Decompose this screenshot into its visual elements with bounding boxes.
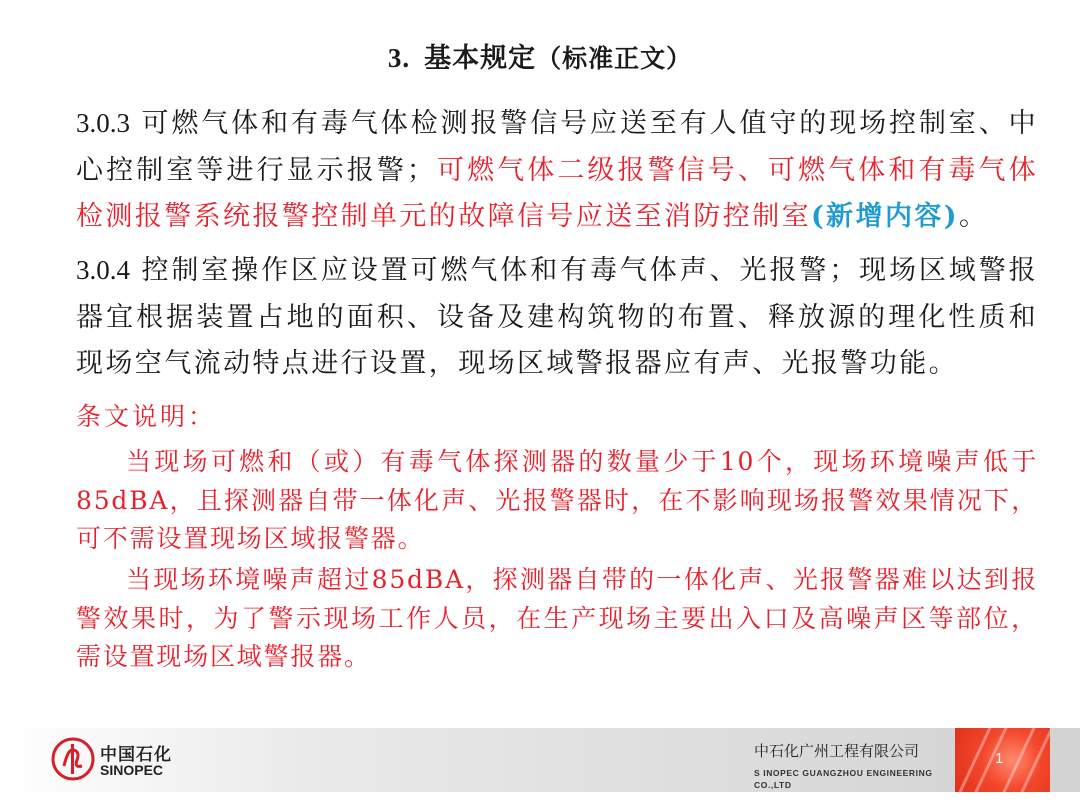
clause-text: 可燃气体和有毒气体检测报警信号应送至有人值守的现场控制室、中心控制室等进行显示报警； [76, 108, 1038, 186]
note-heading: 条文说明： [76, 402, 217, 431]
logo-text-en: SINOPEC [100, 762, 164, 778]
clause-3-0-4 [76, 247, 1038, 388]
new-content-tag: (新增内容) [811, 201, 959, 232]
clause-3-0-3 [76, 100, 1038, 241]
page-number-box [955, 728, 1050, 792]
clause-number: 3.0.3 [76, 108, 130, 138]
sinopec-logo-icon [50, 736, 96, 782]
page-number: 1 [995, 750, 1004, 767]
slide-title [0, 36, 1080, 75]
section-title: 基本规定 [424, 43, 537, 74]
clause-number: 3.0.4 [76, 255, 130, 285]
note-paragraph-2: 当现场环境噪声超过85dBA，探测器自带的一体化声、光报警器难以达到报警效果时，为了警示现场工作人员，在生产现场主要出入口及高噪声区等部位，需设置现场区域警报器。 [76, 565, 1038, 671]
clause-text: 控制室操作区应设置可燃气体和有毒气体声、光报警；现场区域警报器宜根据装置占地的面积、设备及建构筑物的布置、释放源的理化性质和现场空气流动特点进行设置，现场区域警报器应有声、光报警功能。 [76, 255, 1038, 379]
note-paragraph-1: 当现场可燃和（或）有毒气体探测器的数量少于10个，现场环境噪声低于85dBA，且探测器自带一体化声、光报警器时，在不影响现场报警效果情况下，可不需设置现场区域报警器。 [76, 447, 1038, 553]
logo-text-cn: 中国石化 [100, 745, 172, 765]
company-name-cn: 中石化广州工程有限公司 [754, 742, 920, 760]
company-name-en: S INOPEC GUANGZHOU ENGINEERING CO.,LTD [754, 768, 933, 790]
section-title-note: （标准正文） [536, 44, 693, 73]
clause-end: 。 [958, 201, 989, 232]
section-number: 3. [387, 43, 411, 73]
clause-text-highlight: 可燃气体二级报警信号、可燃气体和有毒气体检测报警系统报警控制单元的故障信号应送至消防控制室 [76, 154, 1038, 232]
footer-bar [0, 728, 1080, 792]
